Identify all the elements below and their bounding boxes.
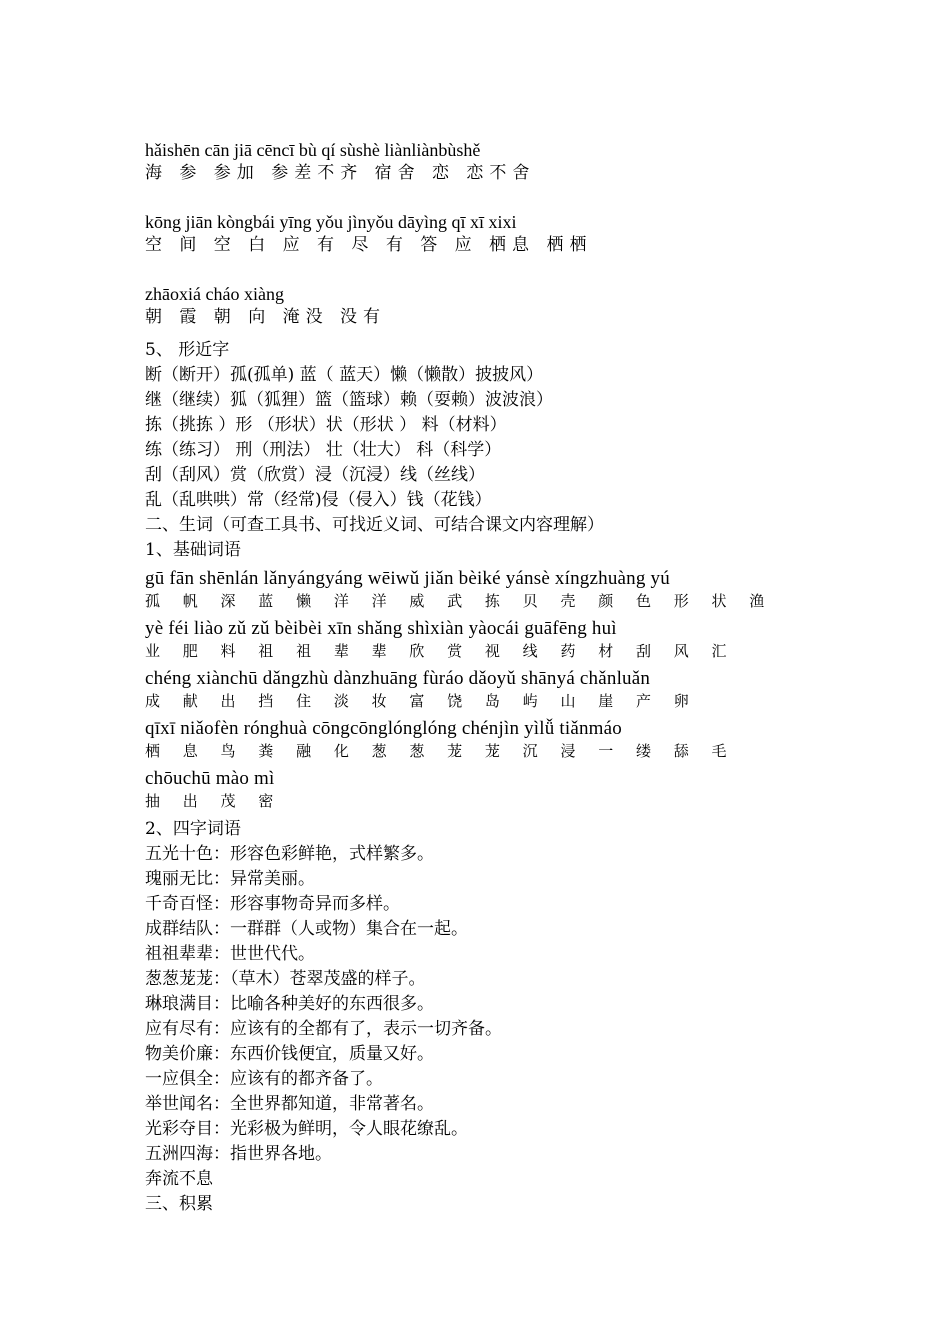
idiom-line: 葱葱茏茏：（草木）苍翠茂盛的样子。 xyxy=(145,969,426,989)
xingjin-row: 乱（乱哄哄）常（经常)侵（侵入）钱（花钱） xyxy=(145,490,492,510)
idiom-line: 千奇百怪：形容事物奇异而多样。 xyxy=(145,894,400,914)
pinyin-group-3 xyxy=(145,282,825,338)
pinyin-line: kōng jiān kòngbái yīng yǒu jìnyǒu dāyìng qī xī xixi xyxy=(145,212,517,232)
xingjin-row: 断（断开）孤(孤单) 蓝（ 蓝天）懒（懒散）披披风） xyxy=(145,365,544,385)
idiom-line: 奔流不息 xyxy=(145,1169,213,1189)
vocab-group-5 xyxy=(145,767,825,813)
idiom-line: 五光十色：形容色彩鲜艳，式样繁多。 xyxy=(145,844,434,864)
xingjin-row: 刮（刮风）赏（欣赏）浸（沉浸）线（丝线） xyxy=(145,465,485,485)
vocab-pinyin: gū fān shēnlán lǎnyángyáng wēiwǔ jiǎn bèiké yánsè xíngzhuàng yú xyxy=(145,568,670,589)
pinyin-line: zhāoxiá cháo xiàng xyxy=(145,284,284,304)
hanzi-line: 空 间 空 白 应 有 尽 有 答 应 栖息 栖栖 xyxy=(145,235,593,255)
vocab-hanzi: 抽 出 茂 密 xyxy=(145,792,283,810)
vocab-hanzi: 栖 息 鸟 粪 融 化 葱 葱 茏 茏 沉 浸 一 缕 舔 毛 xyxy=(145,742,736,760)
hanzi-line: 朝 霞 朝 向 淹没 没有 xyxy=(145,307,387,327)
vocab-group-1 xyxy=(145,567,825,613)
vocab-group-2 xyxy=(145,617,825,663)
idiom-line: 物美价廉：东西价钱便宜，质量又好。 xyxy=(145,1044,434,1064)
sub-2-title: 2、四字词语 xyxy=(145,819,241,839)
idiom-line: 祖祖辈辈：世世代代。 xyxy=(145,944,315,964)
xingjin-row: 练（练习） 刑（刑法） 壮（壮大） 科（科学） xyxy=(145,440,502,460)
xingjin-row: 继（继续）狐（狐狸）篮（篮球）赖（耍赖）波波浪） xyxy=(145,390,553,410)
section-5-title: 5、 形近字 xyxy=(145,340,230,360)
section-3-title: 三、积累 xyxy=(145,1194,213,1214)
idiom-line: 应有尽有：应该有的全都有了，表示一切齐备。 xyxy=(145,1019,502,1039)
pinyin-group-2 xyxy=(145,210,825,282)
document-page xyxy=(145,138,825,1217)
idiom-line: 五洲四海：指世界各地。 xyxy=(145,1144,332,1164)
sub-1-title: 1、基础词语 xyxy=(145,540,241,560)
vocab-hanzi: 业 肥 料 祖 祖 辈 辈 欣 赏 视 线 药 材 刮 风 汇 xyxy=(145,642,736,660)
vocab-pinyin: chéng xiànchū dǎngzhù dànzhuāng fùráo dǎoyǔ shānyá chǎnluǎn xyxy=(145,668,651,689)
vocab-group-3 xyxy=(145,667,825,713)
idiom-line: 琳琅满目：比喻各种美好的东西很多。 xyxy=(145,994,434,1014)
idiom-line: 瑰丽无比：异常美丽。 xyxy=(145,869,315,889)
vocab-group-4 xyxy=(145,717,825,763)
vocab-pinyin: yè féi liào zǔ zǔ bèibèi xīn shǎng shìxiàn yàocái guāfēng huì xyxy=(145,618,617,639)
idiom-line: 一应俱全：应该有的都齐备了。 xyxy=(145,1069,383,1089)
idiom-line: 举世闻名：全世界都知道，非常著名。 xyxy=(145,1094,434,1114)
pinyin-line: hǎishēn cān jiā cēncī bù qí sùshè liànliànbùshě xyxy=(145,140,481,160)
pinyin-group-1 xyxy=(145,138,825,210)
idiom-line: 光彩夺目：光彩极为鲜明，令人眼花缭乱。 xyxy=(145,1119,468,1139)
idiom-line: 成群结队：一群群（人或物）集合在一起。 xyxy=(145,919,468,939)
vocab-pinyin: qīxī niǎofèn rónghuà cōngcōnglónglóng chénjìn yìlǚ tiǎnmáo xyxy=(145,718,622,739)
hanzi-line: 海 参 参加 参差不齐 宿舍 恋 恋不舍 xyxy=(145,163,536,183)
vocab-hanzi: 孤 帆 深 蓝 懒 洋 洋 威 武 拣 贝 壳 颜 色 形 状 渔 xyxy=(145,592,774,610)
section-2-title: 二、生词（可查工具书、可找近义词、可结合课文内容理解） xyxy=(145,515,604,535)
vocab-pinyin: chōuchū mào mì xyxy=(145,768,275,789)
xingjin-row: 拣（挑拣 ）形 （形状）状（形状 ） 料（材料） xyxy=(145,415,507,435)
vocab-hanzi: 成 献 出 挡 住 淡 妆 富 饶 岛 屿 山 崖 产 卵 xyxy=(145,692,698,710)
